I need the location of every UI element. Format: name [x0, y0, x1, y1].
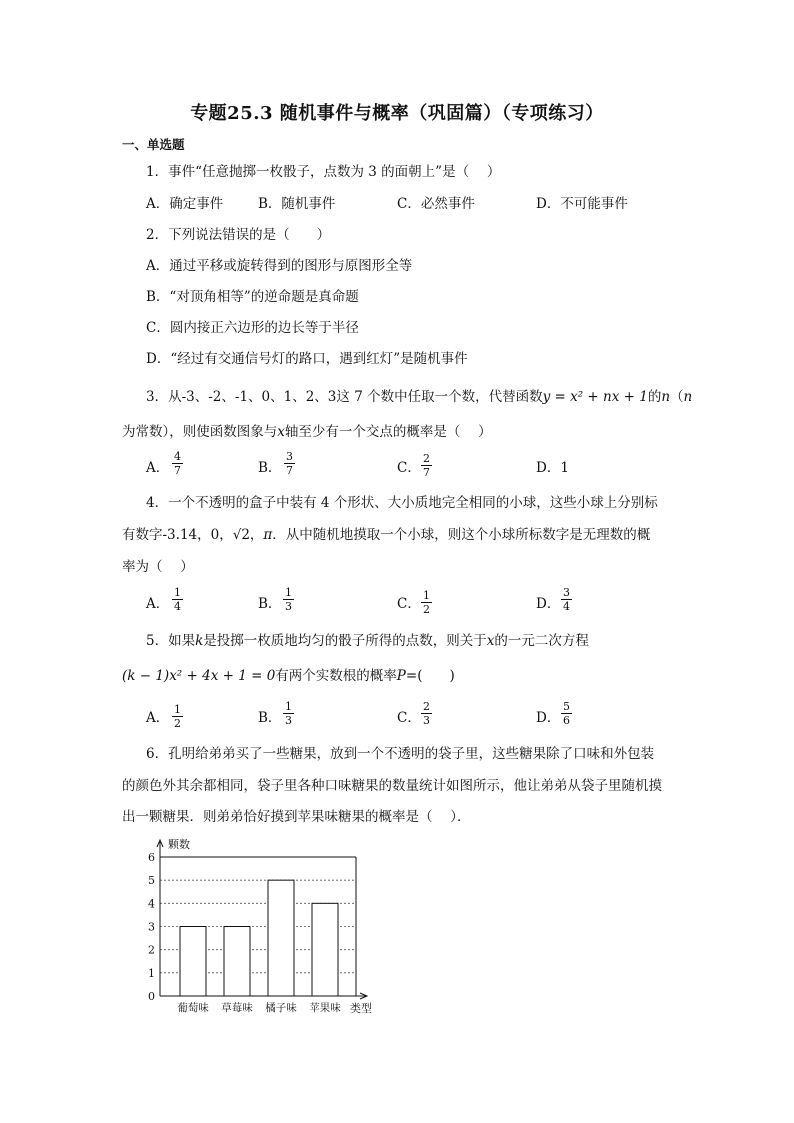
q3-option-a-fraction	[172, 450, 183, 477]
q3-a-numerator: 4	[174, 450, 181, 463]
q3-a-denominator: 7	[174, 464, 181, 477]
q5-c-numerator: 2	[423, 700, 430, 713]
chart-x-axis-label: 类型	[350, 1002, 372, 1015]
q5-var-p: P	[396, 668, 406, 684]
chart-y-tick-label: 1	[148, 966, 155, 980]
q3-option-b-label: B．	[258, 460, 282, 476]
q1-stem: 1．事件“任意抛掷一枚骰子，点数为 3 的面朝上”是（ ）	[146, 164, 501, 180]
q3-b-numerator: 3	[286, 450, 293, 463]
q4-line1: 4．一个不透明的盒子中装有 4 个形状、大小质地完全相同的小球，这些小球上分别标	[146, 495, 658, 511]
q5-option-d-label: D．	[536, 710, 561, 726]
q5-a-numerator: 1	[174, 703, 181, 716]
chart-y-axis-label: 颗数	[168, 838, 190, 851]
q3-c-denominator: 7	[423, 466, 430, 479]
q3-var-n2: n	[683, 389, 693, 405]
q3-b-denominator: 7	[286, 464, 293, 477]
chart-y-ticks	[148, 851, 155, 1003]
q2-stem: 2．下列说法错误的是（ ）	[146, 227, 331, 243]
q2-option-d: D．“经过有交通信号灯的路口，遇到红灯”是随机事件	[146, 351, 468, 367]
q3-line2-post: 轴至少有一个交点的概率是（ ）	[284, 424, 492, 440]
chart-y-tick-label: 4	[148, 897, 155, 911]
q3-stem-part2: 的	[647, 389, 662, 405]
q4-option-c-fraction	[421, 589, 432, 616]
q5-line1-pre: 5．如果	[146, 633, 196, 649]
q3-var-n: n	[661, 389, 671, 405]
chart-bars	[180, 880, 338, 996]
q1-option-b: B．随机事件	[258, 196, 336, 212]
q5-d-numerator: 5	[563, 700, 570, 713]
q3-c-numerator: 2	[423, 452, 430, 465]
q4-b-numerator: 1	[285, 586, 292, 599]
q3-stem-line2	[122, 423, 492, 441]
q4-option-c-label: C．	[397, 596, 421, 612]
chart-bar	[180, 927, 206, 997]
q5-option-d-fraction	[561, 700, 572, 727]
q6-line3: 出一颗糖果．则弟弟恰好摸到苹果味糖果的概率是（ ）．	[122, 809, 471, 825]
q3-function: y = x² + nx + 1	[542, 389, 648, 405]
q1-option-d: D．不可能事件	[536, 196, 628, 212]
q4-line2	[122, 526, 650, 544]
q4-option-d-label: D．	[536, 596, 561, 612]
q5-line2-mid: 有两个实数根的概率	[275, 668, 397, 684]
q4-option-b-label: B．	[258, 596, 282, 612]
q4-b-denominator: 3	[285, 600, 292, 613]
q3-option-d: D．1	[536, 460, 569, 476]
q2-option-a: A．通过平移或旋转得到的图形与原图形全等	[146, 258, 413, 274]
q5-d-denominator: 6	[563, 714, 570, 727]
q5-option-c-fraction	[421, 700, 432, 727]
q5-var-x: x	[486, 633, 495, 649]
q1-option-a: A．确定事件	[146, 196, 224, 212]
q6-line2: 的颜色外其余都相同，袋子里各种口味糖果的数量统计如图所示，他让弟弟从袋子里随机摸	[122, 778, 662, 794]
q4-line2-mid: ，	[249, 527, 264, 543]
chart-x-ticks	[177, 1001, 341, 1014]
q4-c-numerator: 1	[423, 589, 430, 602]
chart-bar	[312, 903, 338, 996]
chart-y-tick-label: 5	[148, 874, 155, 888]
q3-line2-pre: 为常数），则使函数图象与	[122, 424, 278, 440]
chart-y-tick-label: 0	[148, 990, 155, 1003]
chart-bar	[268, 880, 294, 996]
q2-option-b: B．“对顶角相等”的逆命题是真命题	[146, 289, 359, 305]
chart-bar	[224, 927, 250, 997]
page-title: 专题25.3 随机事件与概率（巩固篇）（专项练习）	[190, 103, 604, 124]
q5-option-a-fraction	[172, 703, 183, 730]
q4-option-a-label: A．	[146, 596, 170, 612]
chart-y-tick-label: 6	[148, 851, 155, 864]
chart-y-tick-label: 3	[148, 920, 155, 934]
q4-a-denominator: 4	[174, 600, 181, 613]
q3-stem-part1: 3．从-3、-2、-1、0、1、2、3这 7 个数中任取一个数，代替函数	[146, 389, 543, 405]
q4-option-b-fraction	[283, 586, 294, 613]
q5-line1	[146, 632, 589, 650]
q5-option-c-label: C．	[397, 710, 421, 726]
q5-line2-post: =( )	[405, 668, 455, 684]
q5-line1-post: 的一元二次方程	[494, 633, 589, 649]
q5-a-denominator: 2	[174, 717, 181, 730]
q4-d-numerator: 3	[563, 586, 570, 599]
q4-a-numerator: 1	[174, 586, 181, 599]
q6-line1: 6．孔明给弟弟买了一些糖果，放到一个不透明的袋子里，这些糖果除了口味和外包装	[146, 746, 655, 762]
chart-y-tick-label: 2	[148, 943, 155, 957]
chart-x-tick-label: 葡萄味	[177, 1002, 209, 1014]
q4-option-a-fraction	[172, 586, 183, 613]
q4-option-d-fraction	[561, 586, 572, 613]
q4-line2-post: ．从中随机地摸取一个小球，则这个小球所标数字是无理数的概	[272, 527, 651, 543]
q4-d-denominator: 4	[563, 600, 570, 613]
chart-x-tick-label: 苹果味	[309, 1002, 341, 1014]
q3-stem-part3: （	[670, 389, 684, 405]
q4-line2-pre: 有数字-3.14，0，	[122, 527, 233, 543]
q3-option-c-fraction	[421, 452, 432, 479]
q3-option-c-label: C．	[397, 460, 421, 476]
q5-b-denominator: 3	[285, 714, 292, 727]
q5-line2	[122, 667, 455, 685]
q5-option-b-label: B．	[258, 710, 282, 726]
q3-option-b-fraction	[284, 450, 295, 477]
section-heading: 一、单选题	[122, 137, 185, 152]
q5-b-numerator: 1	[285, 700, 292, 713]
q4-sqrt2: √2	[232, 527, 250, 543]
q4-line3: 率为（ ）	[122, 559, 194, 575]
q5-c-denominator: 3	[423, 714, 430, 727]
q5-equation: (k − 1)x² + 4x + 1 = 0	[122, 668, 276, 684]
q5-var-k: k	[195, 633, 204, 649]
q4-pi: π	[263, 527, 273, 543]
candy-bar-chart	[140, 836, 390, 1020]
chart-x-tick-label: 草莓味	[221, 1002, 253, 1014]
q4-c-denominator: 2	[423, 603, 430, 616]
q3-option-a-label: A．	[146, 460, 170, 476]
q3-stem-line1	[146, 388, 692, 406]
q5-option-b-fraction	[283, 700, 294, 727]
q2-option-c: C．圆内接正六边形的边长等于半径	[146, 320, 359, 336]
q5-line1-mid: 是投掷一枚质地均匀的骰子所得的点数，则关于	[203, 633, 487, 649]
q1-option-c: C．必然事件	[397, 196, 475, 212]
chart-x-tick-label: 橘子味	[265, 1002, 297, 1014]
q5-option-a-label: A．	[146, 710, 170, 726]
q3-var-x: x	[277, 424, 285, 440]
